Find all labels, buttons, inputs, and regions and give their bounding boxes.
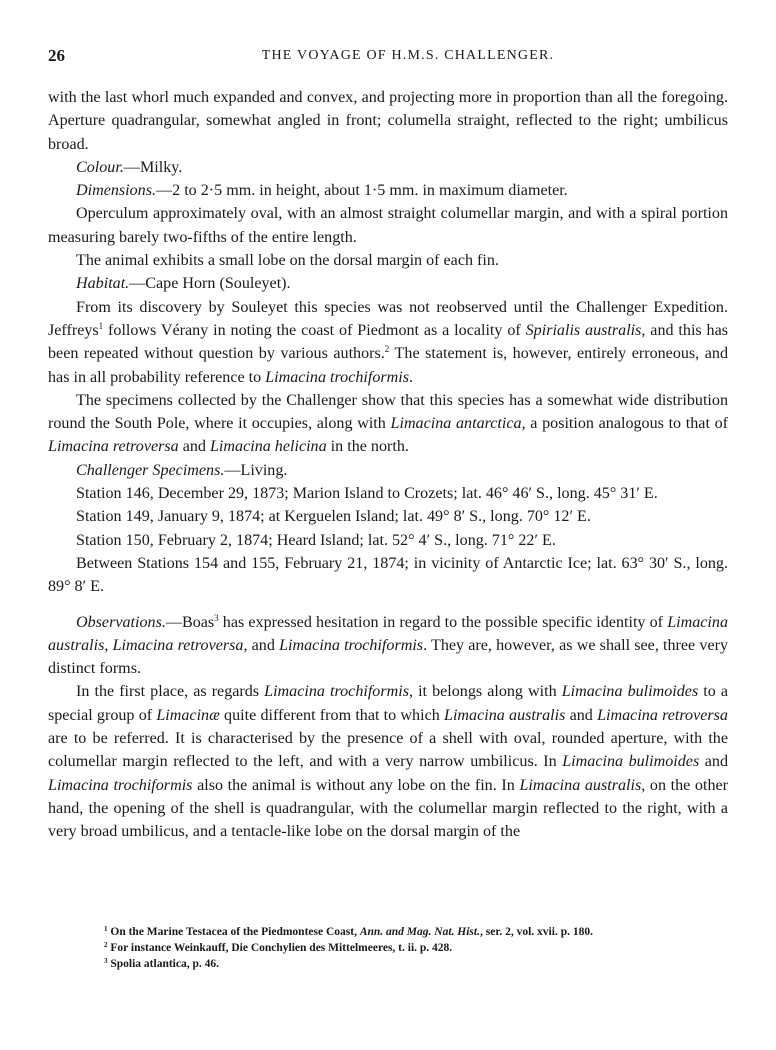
footnote-mark: 3 [104, 957, 108, 965]
species-name: Limacina australis [444, 706, 566, 724]
footnote-ref: 1 [98, 320, 104, 331]
species-name: Limacina trochiformis [279, 636, 424, 654]
body-text [48, 86, 728, 844]
station-entry: Station 150, February 2, 1874; Heard Island; lat. 52° 4′ S., long. 71° 22′ E. [76, 531, 556, 549]
habitat-label: Habitat. [76, 275, 130, 293]
paragraph-first-place [48, 680, 728, 843]
paragraph-shell-description: with the last whorl much expanded and convex, and projecting more in proportion than all the foregoing. Aperture quadrangular, somewhat angled in front; columella straight, reflected to the right; umbilicus broad. [48, 89, 728, 153]
footnote [104, 940, 724, 956]
species-name: Limacina bulimoides [561, 683, 699, 701]
footnote-mark: 1 [104, 925, 108, 933]
species-name: Limacina australis [48, 613, 728, 654]
species-name: Limacina retroversa [48, 438, 179, 456]
station-entry: Station 149, January 9, 1874; at Kerguelen Island; lat. 49° 8′ S., long. 70° 12′ E. [76, 508, 591, 526]
text-run: , a position analogous to that of [521, 415, 729, 433]
specimens-text: —Living. [224, 461, 288, 479]
text-run: , [104, 636, 113, 654]
text-run: has expressed hesitation in regard to the possible specific identity of [218, 613, 668, 631]
species-name: Limacina trochiformis [265, 368, 409, 386]
colour-text: —Milky. [123, 158, 183, 176]
text-run: and [178, 438, 210, 456]
text-run: quite different from that to which [219, 706, 444, 724]
specimens-label: Challenger Specimens. [76, 461, 225, 479]
text-run: In the first place, as regards [76, 683, 265, 701]
species-name: Spirialis australis [525, 321, 642, 339]
paragraph-colour [48, 156, 728, 179]
footnote [104, 956, 724, 972]
species-name: Limacina retroversa [597, 706, 728, 724]
species-name: Limacina australis [519, 776, 642, 794]
footnote-mark: 2 [104, 941, 108, 949]
paragraph-observations [48, 611, 728, 681]
observations-label: Observations. [76, 613, 166, 631]
species-name: Limacina helicina [209, 438, 327, 456]
text-run: Spolia atlantica, p. 46. [110, 958, 220, 970]
species-name: Limacina trochiformis [264, 683, 409, 701]
species-name: Limacina retroversa [112, 636, 244, 654]
station-entry: Station 146, December 29, 1873; Marion Island to Crozets; lat. 46° 46′ S., long. 45° 31′ E. [76, 485, 658, 503]
text-run: , and this has been repeated without question by various authors. [48, 321, 729, 363]
text-run: follows Vérany in noting the coast of Piedmont as a locality of [103, 321, 526, 339]
journal-title: Ann. and Mag. Nat. Hist. [359, 926, 480, 938]
text-run: The specimens collected by the Challenger show that this species has a somewhat wide distribution round the South Pole, where it occupies, along with [48, 391, 728, 433]
paragraph-distribution [48, 389, 728, 459]
page-number: 26 [48, 46, 65, 65]
text-run: , ser. 2, vol. xvii. p. 180. [479, 926, 593, 938]
text-run: From its discovery by Souleyet this species was not reobserved until the Challenger Expedition. Jeffreys [48, 298, 728, 339]
text-run: and [699, 753, 729, 771]
dimensions-text: —2 to 2·5 mm. in height, about 1·5 mm. in maximum diameter. [156, 182, 568, 200]
habitat-text: —Cape Horn (Souleyet). [129, 275, 291, 293]
text-run: , it belongs along with [408, 683, 562, 701]
footnote [104, 924, 724, 940]
paragraph-dimensions [48, 179, 728, 202]
text-run: . They are, however, as we shall see, three very distinct forms. [48, 636, 728, 678]
text-run: are to be referred. It is characterised by the presence of a shell with oval, rounded aperture, with the columellar margin reflected to the left, and with a very narrow umbilicus. In [48, 730, 728, 771]
running-title: THE VOYAGE OF H.M.S. CHALLENGER. [261, 48, 555, 63]
station-entry: Between Stations 154 and 155, February 21, 1874; in vicinity of Antarctic Ice; lat. 63° 30′ S., long. 89° 8′ E. [48, 554, 728, 596]
species-name: Limacinæ [156, 706, 220, 724]
text-run: For instance Weinkauff, Die Conchylien des Mittelmeeres, t. ii. p. 428. [110, 942, 453, 954]
footnote-ref: 2 [384, 344, 390, 355]
species-name: Limacina bulimoides [562, 753, 700, 771]
text-run: , on the other hand, the opening of the shell is quadrangular, with the columellar margin reflected to the right, with a very broad umbilicus, and a tentacle-like lobe on the dorsal margin of the [48, 776, 729, 841]
species-name: Limacina antarctica [390, 415, 522, 433]
text-run: to a special group of [48, 683, 729, 724]
text-run: and [565, 706, 598, 724]
paragraph-operculum: Operculum approximately oval, with an almost straight columellar margin, and with a spiral portion measuring barely two-fifths of the entire length. [48, 205, 728, 246]
footnote-ref: 3 [214, 612, 219, 623]
paragraph-discovery [48, 296, 728, 389]
text-run: —Boas [165, 613, 215, 631]
paragraph-habitat [48, 272, 728, 295]
text-run: in the north. [326, 438, 409, 456]
paragraph-animal: The animal exhibits a small lobe on the dorsal margin of each fin. [76, 252, 499, 270]
text-run: , and [243, 636, 280, 654]
paragraph-specimens [48, 459, 728, 482]
dimensions-label: Dimensions. [76, 182, 157, 200]
species-name: Limacina trochiformis [48, 776, 193, 794]
page-header [48, 46, 728, 68]
text-run: . [409, 368, 414, 386]
text-run: also the animal is without any lobe on the fin. In [192, 776, 520, 794]
colour-label: Colour. [76, 158, 124, 176]
text-run: The statement is, however, entirely erroneous, and has in all probability reference to [48, 345, 728, 386]
footnotes [104, 924, 724, 972]
text-run: On the Marine Testacea of the Piedmontese Coast, [110, 926, 360, 938]
